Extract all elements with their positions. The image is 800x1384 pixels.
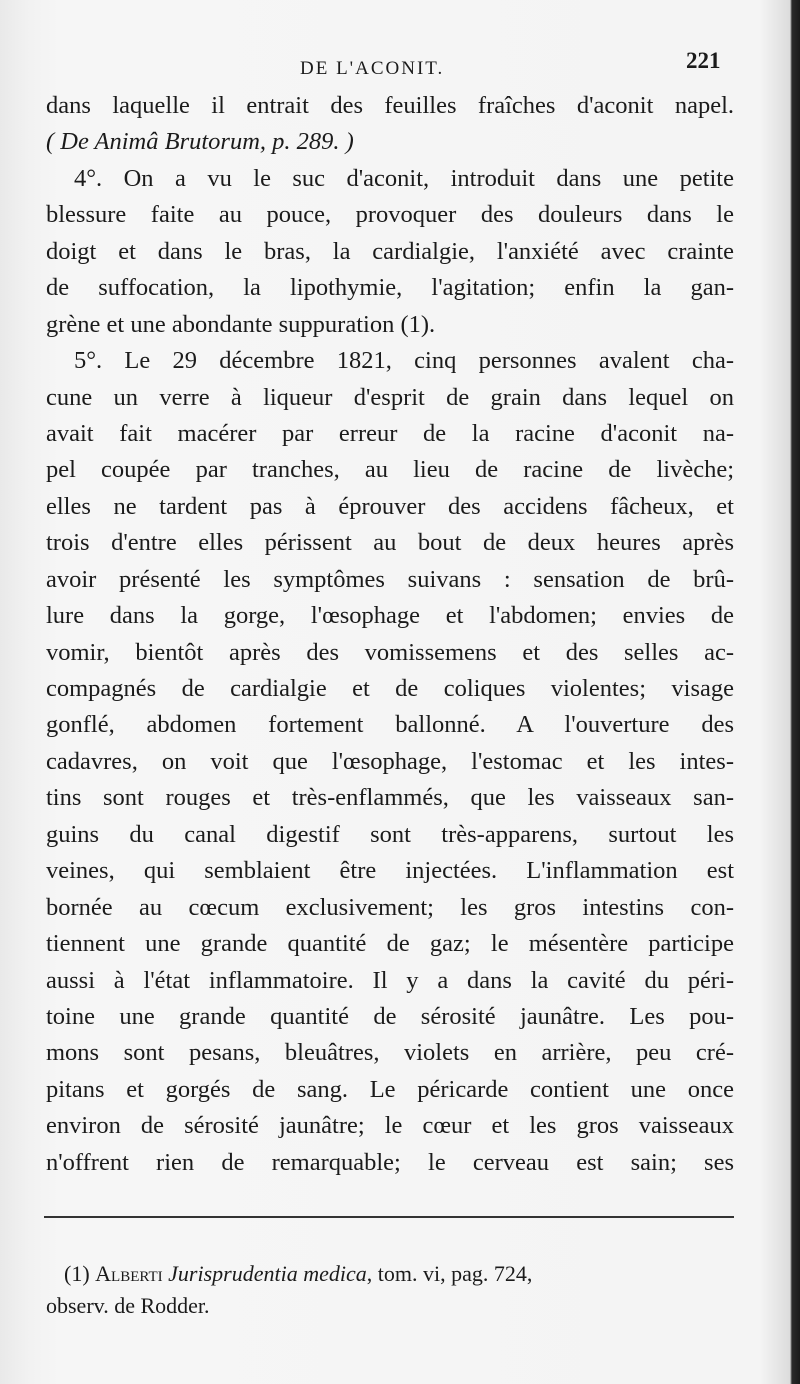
text-line: de suffocation, la lipothymie, l'agitation; enfin la gan- [46, 274, 734, 302]
text-line: lure dans la gorge, l'œsophage et l'abdomen; envies de [46, 602, 734, 630]
running-head: DE L'ACONIT. [300, 58, 445, 79]
text-line: 4°. On a vu le suc d'aconit, introduit dans une petite [74, 164, 734, 192]
body-text [46, 88, 734, 1181]
text-line: vomir, bientôt après des vomissemens et des selles ac- [46, 638, 734, 666]
text-line: cune un verre à liqueur d'esprit de grain dans lequel on [46, 383, 734, 411]
footnote-reference: , tom. vi, pag. 724, [366, 1261, 533, 1286]
text-line: pitans et gorgés de sang. Le péricarde contient une once [46, 1075, 734, 1103]
text-line: dans laquelle il entrait des feuilles fraîches d'aconit napel. [46, 92, 734, 119]
page-number: 221 [686, 48, 721, 73]
footnote-line [46, 1258, 736, 1290]
text-line: pel coupée par tranches, au lieu de racine de livèche; [46, 456, 734, 484]
text-line: avait fait macérer par erreur de la racine d'aconit na- [46, 419, 734, 447]
text-line: environ de sérosité jaunâtre; le cœur et les gros vaisseaux [46, 1112, 734, 1140]
text-line: cadavres, on voit que l'œsophage, l'estomac et les intes- [46, 747, 734, 775]
text-line: grène et une abondante suppuration (1). [46, 310, 436, 338]
footnote-divider [44, 1216, 734, 1218]
text-line: gonflé, abdomen fortement ballonné. A l'ouverture des [46, 711, 734, 739]
footnote-marker: (1) [64, 1261, 90, 1286]
text-line: ( De Animâ Brutorum, p. 289. ) [46, 128, 354, 156]
text-line: mons sont pesans, bleuâtres, violets en arrière, peu cré- [46, 1039, 734, 1067]
text-line: toine une grande quantité de sérosité jaunâtre. Les pou- [46, 1002, 734, 1030]
text-line: avoir présenté les symptômes suivans : sensation de brû- [46, 565, 734, 593]
text-line: tiennent une grande quantité de gaz; le mésentère participe [46, 930, 734, 958]
text-line: veines, qui semblaient être injectées. L'inflammation est [46, 857, 734, 885]
text-line: compagnés de cardialgie et de coliques violentes; visage [46, 675, 734, 702]
footnote-author: Alberti [95, 1261, 163, 1286]
text-line: guins du canal digestif sont très-apparens, surtout les [46, 820, 734, 848]
text-line: tins sont rouges et très-enflammés, que les vaisseaux san- [46, 784, 734, 812]
text-line: aussi à l'état inflammatoire. Il y a dans la cavité du péri- [46, 966, 734, 994]
text-line: elles ne tardent pas à éprouver des accidens fâcheux, et [46, 492, 734, 520]
footnote-work: Jurisprudentia medica [168, 1261, 367, 1286]
text-line: bornée au cœcum exclusivement; les gros intestins con- [46, 893, 734, 921]
text-line: doigt et dans le bras, la cardialgie, l'anxiété avec crainte [46, 237, 734, 265]
footnote-line: observ. de Rodder. [46, 1293, 210, 1318]
text-line: n'offrent rien de remarquable; le cerveau est sain; ses [46, 1148, 734, 1176]
footnotes [46, 1258, 736, 1322]
text-line: blessure faite au pouce, provoquer des douleurs dans le [46, 201, 734, 229]
text-line: trois d'entre elles périssent au bout de deux heures après [46, 529, 734, 557]
text-line: 5°. Le 29 décembre 1821, cinq personnes avalent cha- [74, 347, 734, 375]
